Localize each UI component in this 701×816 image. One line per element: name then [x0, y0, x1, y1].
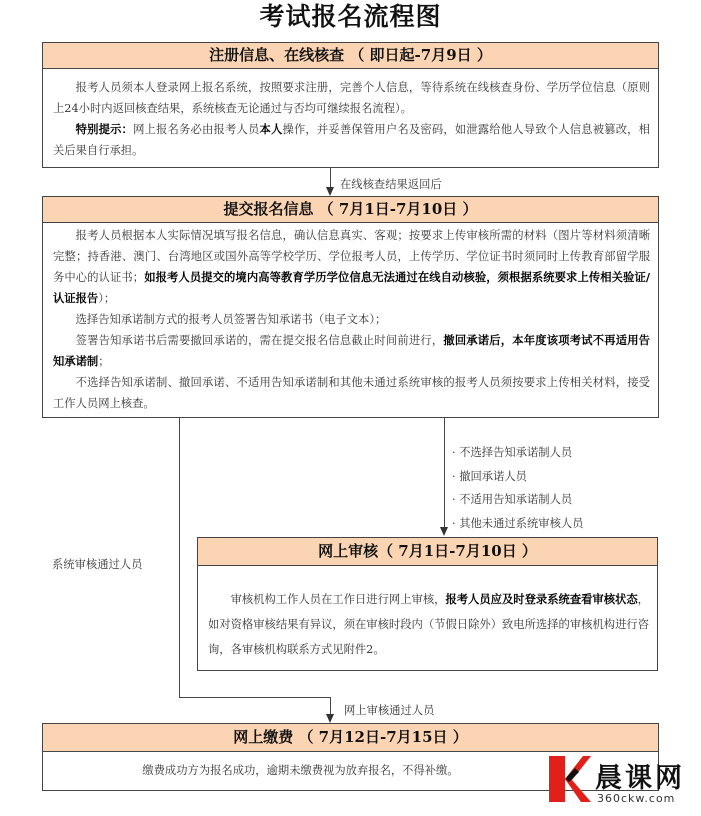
arrow1-head	[326, 187, 334, 196]
step-review-header: 网上审核（ 7月1日-7月10日 ）	[198, 538, 657, 566]
special-notice-label: 特别提示：	[75, 122, 134, 136]
arrow3-label: 网上审核通过人员	[344, 704, 435, 717]
arrow2-shaft	[444, 418, 445, 529]
k-logo-icon	[545, 754, 591, 804]
review-text-b-bold: 报考人员应及时登录系统查看审核状态	[445, 592, 638, 606]
step-payment-header: 网上缴费 （ 7月12日-7月15日 ）	[43, 724, 658, 752]
step-register-header: 注册信息、在线核查 （ 即日起-7月9日 ）	[43, 43, 658, 69]
step-review-text	[208, 587, 649, 662]
step-submit-text-4: 不选择告知承诺制、撤回承诺、不适用告知承诺制和其他未通过系统审核的报考人员须按要求上传相关材料，接受工作人员网上核查。	[53, 376, 650, 410]
arrow3-head	[326, 714, 334, 723]
excluded-item: · 不选择告知承诺制人员	[452, 441, 583, 465]
excluded-item: · 不适用告知承诺制人员	[452, 488, 583, 512]
arrow3-shaft	[330, 697, 331, 715]
submit-text-1c: ）；	[98, 292, 116, 305]
step-payment-text: 缴费成功方为报名成功，逾期未缴费视为放弃报名，不得补缴。	[142, 764, 459, 777]
step-submit-text-2: 选择告知承诺制方式的报考人员签署告知承诺书（电子文本）；	[75, 313, 387, 326]
arrow1-label: 在线核查结果返回后	[340, 178, 442, 191]
excluded-list	[452, 441, 583, 535]
step-review-box	[197, 537, 658, 671]
brand-url: 360ckw.com	[597, 792, 676, 805]
review-text-c: ，如对资格审核结果有异议，须在审核时段内（节假日除外）致电所选择的审核机构进行咨询，各审核机构联系方式见附件2。	[208, 593, 649, 656]
side-label: 系统审核通过人员	[52, 558, 143, 571]
review-text-a: 审核机构工作人员在工作日进行网上审核，	[230, 593, 446, 606]
notice-self-bold: 本人	[259, 122, 283, 136]
step-submit-header: 提交报名信息 （ 7月1日-7月10日 ）	[43, 197, 658, 223]
notice-text-b: 操作，并妥善保管用户名及密码，如泄露给他人导致个人信息被篡改，相关后果自行承担。	[53, 123, 650, 157]
brand-logo	[545, 750, 695, 812]
step-register-notice	[53, 119, 650, 161]
step-register-text: 报考人员须本人登录网上报名系统，按照要求注册，完善个人信息，等待系统在线核查身份、学历学位信息（原则上24小时内返回核查结果，系统核查无论通过与否均可继续报名流程）。	[53, 81, 650, 115]
excluded-item: · 撤回承诺人员	[452, 465, 583, 489]
arrow1-shaft	[330, 168, 331, 189]
submit-text-1b-bold: 如报考人员提交的境内高等教育学历学位信息无法通过在线自动核验，须根据系统要求上传相关验证/认证报告	[53, 270, 650, 305]
submit-text-1a: 报考人员根据本人实际情况填写报名信息，确认信息真实、客观；按要求上传审核所需的材料（图片等材料须清晰完整；持香港、澳门、台湾地区或国外高等学校学历、学位报考人员，上传学历、学位证书时须同时上传教育部留学服务中心的认证书；	[53, 229, 650, 284]
step-submit-body	[43, 223, 658, 414]
side-line-bottom	[179, 697, 331, 698]
step-submit-text-3	[53, 330, 650, 372]
submit-text-3c: ；	[98, 355, 110, 368]
step-submit-box	[42, 196, 659, 418]
step-register-body	[43, 69, 658, 161]
submit-text-3b-bold: 撤回承诺后，本年度该项考试不再适用告知承诺制	[53, 333, 650, 368]
excluded-item: · 其他未通过系统审核人员	[452, 512, 583, 536]
arrow2-head	[440, 527, 448, 536]
submit-text-3a: 签署告知承诺书后需要撤回承诺的，需在提交报名信息截止时间前进行，	[75, 334, 444, 347]
brand-name: 晨课网	[595, 763, 685, 794]
page-title: 考试报名流程图	[259, 2, 442, 31]
side-line-top	[179, 418, 180, 698]
notice-text-a: 网上报名务必由报考人员	[133, 123, 260, 136]
step-submit-text-1	[53, 225, 650, 309]
step-review-body	[198, 566, 657, 662]
step-register-box	[42, 42, 659, 168]
